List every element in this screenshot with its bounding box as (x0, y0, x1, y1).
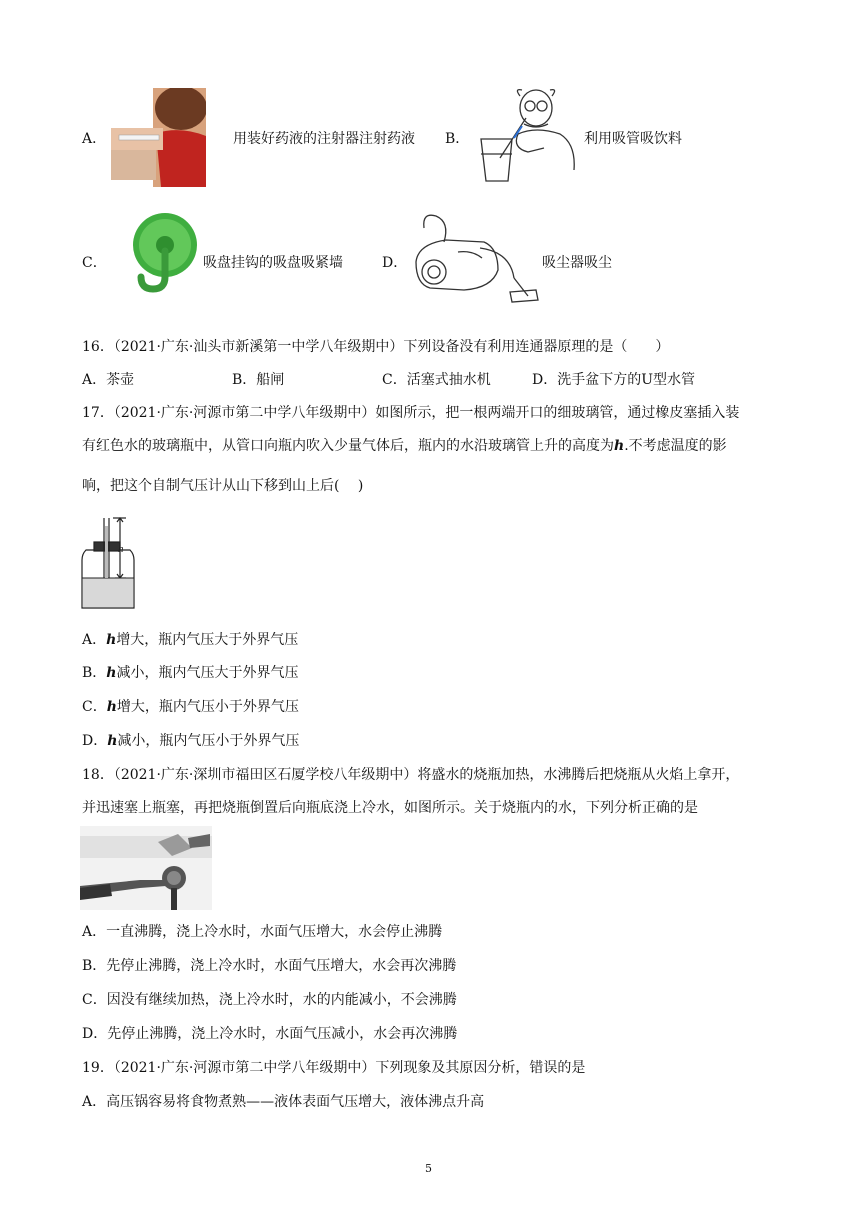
q18-stem-line1: 18．（2021·广东·深圳市福田区石厦学校八年级期中）将盛水的烧瓶加热，水沸腾后把烧瓶从火焰上拿开， (82, 767, 740, 783)
q18-option-c: C．因没有继续加热，浇上冷水时，水的内能减小，不会沸腾 (82, 992, 457, 1008)
q17-option-c: C．h增大，瓶内气压小于外界气压 (82, 699, 299, 715)
q16-option-a: A．茶壶 (82, 372, 135, 388)
q17-option-b: B．h减小，瓶内气压大于外界气压 (82, 665, 299, 681)
q15-a-text: 用装好药液的注射器注射药液 (233, 131, 415, 147)
q15-d-label: D． (382, 255, 408, 271)
q17-option-a: A．h增大，瓶内气压大于外界气压 (82, 632, 299, 648)
flask-cold-water-photo (80, 826, 212, 910)
q17-stem-line2: 有红色水的玻璃瓶中，从管口向瓶内吹入少量气体后，瓶内的水沿玻璃管上升的高度为h.不考虑温度的影 (82, 438, 727, 454)
q15-d-text: 吸尘器吸尘 (542, 255, 612, 271)
q15-c-text: 吸盘挂钩的吸盘吸紧墙 (203, 255, 343, 271)
q15-a-label: A． (82, 131, 107, 147)
vacuum-cleaner-drawing (410, 212, 540, 304)
page-number: 5 (425, 1162, 432, 1175)
q17-stem-line3: 响，把这个自制气压计从山下移到山上后( ) (82, 478, 364, 494)
q19-stem: 19．（2021·广东·河源市第二中学八年级期中）下列现象及其原因分析，错误的是 (82, 1060, 586, 1076)
straw-drinking-drawing (478, 86, 580, 184)
q18-option-b: B．先停止沸腾，浇上冷水时，水面气压增大，水会再次沸腾 (82, 958, 457, 974)
q16-option-c: C．活塞式抽水机 (382, 372, 491, 388)
q15-c-label: C． (82, 255, 107, 271)
q18-option-d: D．先停止沸腾，浇上冷水时，水面气压减小，水会再次沸腾 (82, 1026, 458, 1042)
q18-stem-line2: 并迅速塞上瓶塞，再把烧瓶倒置后向瓶底浇上冷水，如图所示。关于烧瓶内的水，下列分析正确的是 (82, 800, 698, 816)
q16-option-b: B．船闸 (232, 372, 285, 388)
suction-hook-photo (117, 211, 203, 293)
barometer-figure (80, 516, 140, 612)
q16-stem: 16．（2021·广东·汕头市新溪第一中学八年级期中）下列设备没有利用连通器原理的是（ ） (82, 339, 670, 355)
q19-option-a: A．高压锅容易将食物煮熟——液体表面气压增大，液体沸点升高 (82, 1094, 485, 1110)
q17-stem-line1: 17．（2021·广东·河源市第二中学八年级期中）如图所示，把一根两端开口的细玻璃管，通过橡皮塞插入装 (82, 405, 740, 421)
barometer-h-label: h (118, 543, 124, 555)
q17-option-d: D．h减小，瓶内气压小于外界气压 (82, 733, 300, 749)
q15-b-text: 利用吸管吸饮料 (584, 131, 682, 147)
q16-option-d: D．洗手盆下方的U型水管 (532, 372, 696, 388)
q18-option-a: A．一直沸腾，浇上冷水时，水面气压增大，水会停止沸腾 (82, 924, 443, 940)
injection-photo (111, 88, 206, 187)
q15-b-label: B． (445, 131, 470, 147)
